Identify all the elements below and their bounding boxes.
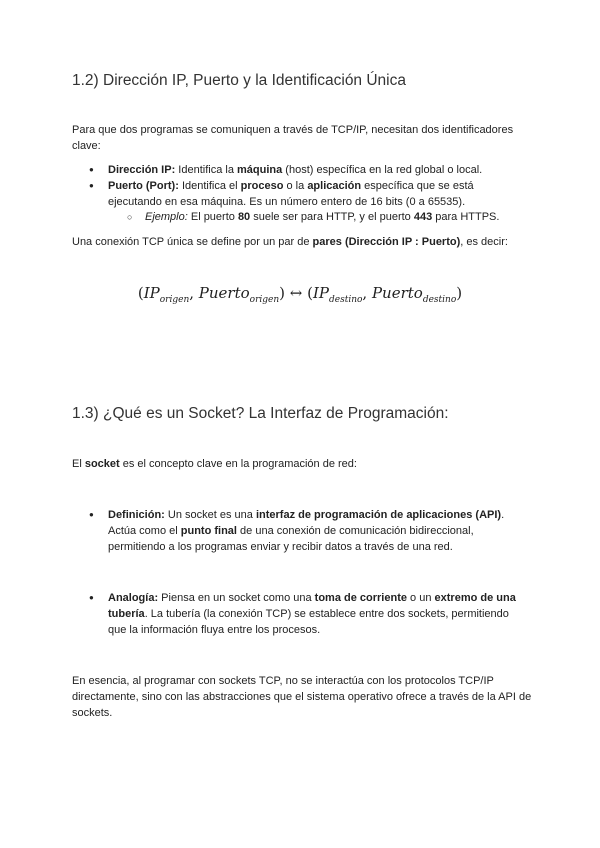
bullet-analogy: ● Analogía: Piensa en un socket como una toma de corriente o un extremo de una tubería. La tubería (la conexión TCP) se establece entre dos sockets, permitiendo que la información fluya entre los procesos. <box>108 590 528 638</box>
sub-bullet-example: ○ Ejemplo: El puerto 80 suele ser para HTTP, y el puerto 443 para HTTPS. <box>145 209 525 225</box>
ip-port-intro: Para que dos programas se comuniquen a través de TCP/IP, necesitan dos identificadores clave: <box>72 124 514 152</box>
term-definition: Definición: <box>108 509 165 521</box>
term-analogy: Analogía: <box>108 592 159 604</box>
connection-formula: ($IP_{origen}$, Puerto$_{origen}$) ↔ ($IP_{destino}$, Puerto$_{destino}$) <box>137 284 463 305</box>
term-ip-address: Dirección IP: <box>108 164 176 176</box>
socket-intro: El socket es el concepto clave en la programación de red: <box>72 458 357 470</box>
connection-definition: Una conexión TCP única se define por un par de pares (Dirección IP : Puerto), es decir: <box>72 236 508 248</box>
section-heading-socket: 1.3) ¿Qué es un Socket? La Interfaz de Programación: <box>72 405 449 422</box>
bidirectional-arrow-icon: ↔ <box>285 284 308 302</box>
bullet-port: ● Puerto (Port): Identifica el proceso o la aplicación específica que se está ejecutando en esa máquina. Es un número entero de 16 bits (0 a 65535). <box>108 178 528 210</box>
term-port: Puerto (Port): <box>108 180 179 192</box>
socket-summary: En esencia, al programar con sockets TCP, no se interactúa con los protocolos TCP/IP directamente, sino con las abstracciones que el sistema operativo ofrece a través de la API de sockets. <box>72 675 532 719</box>
bullet-ip-address: ● Dirección IP: Identifica la máquina (host) específica en la red global o local. <box>108 162 528 178</box>
section-heading-ip-port: 1.2) Dirección IP, Puerto y la Identificación Única <box>72 72 406 89</box>
example-label: Ejemplo: <box>145 211 188 223</box>
bullet-definition: ● Definición: Un socket es una interfaz de programación de aplicaciones (API). Actúa como el punto final de una conexión de comunicación bidireccional, permitiendo a los programas enviar y recibir datos a través de una red. <box>108 507 528 555</box>
